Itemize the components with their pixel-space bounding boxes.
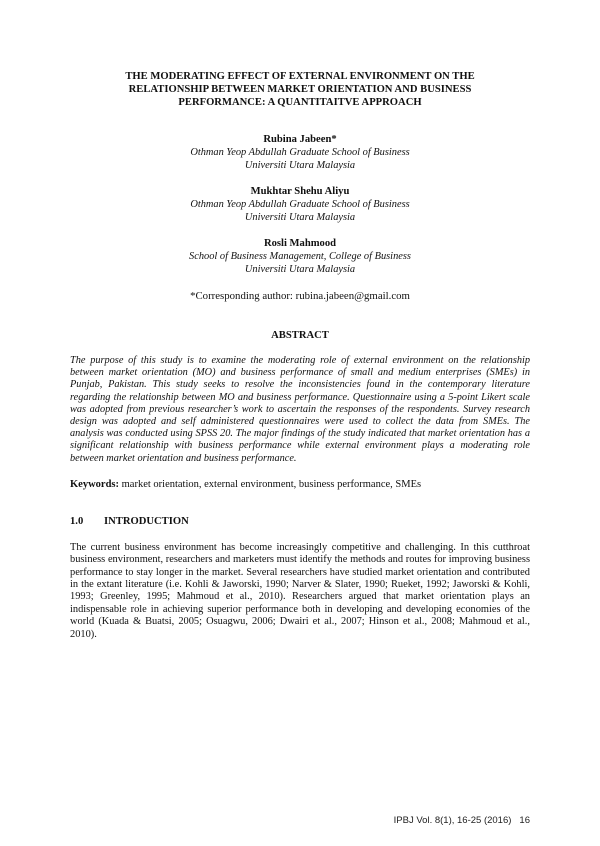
section-heading-introduction (70, 515, 530, 528)
author-university: Universiti Utara Malaysia (244, 160, 356, 171)
paper-page (0, 70, 600, 846)
author-block-1 (70, 133, 530, 172)
author-university: Universiti Utara Malaysia (244, 212, 356, 223)
author-name: Rubina Jabeen* (263, 134, 337, 145)
author-affiliation: School of Business Management, College of Business (189, 251, 411, 262)
keywords-label: Keywords: (70, 478, 119, 490)
corresponding-author: *Corresponding author: rubina.jabeen@gmail.com (190, 290, 410, 302)
page-number: 16 (519, 815, 530, 826)
introduction-text: The current business environment has become increasingly competitive and challenging. In this cutthroat business environment, researchers and marketers must identify the methods and routes for improving business performance to stay longer in the market. Several researchers have studied market orientation and contributed in the extant literature (i.e. Kohli & Jaworski, 1990; Narver & Slater, 1990; Rueket, 1992; Jaworski & Kohli, 1993; Greenley, 1995; Mahmoud et al., 2010). Researchers argued that market orientation plays an indispensable role in achieving superior performance both in developing and developing economies of the world (Kuada & Buatsi, 2005; Osuagwu, 2006; Dwairi et al., 2007; Hinson et al., 2008; Mahmoud et al., 2010). (70, 541, 530, 640)
author-affiliation: Othman Yeop Abdullah Graduate School of Business (190, 147, 410, 158)
keywords-text: market orientation, external environment, business performance, SMEs (119, 478, 422, 490)
section-title: INTRODUCTION (104, 515, 189, 527)
abstract-text: The purpose of this study is to examine the moderating role of external environment on the relationship between market orientation (MO) and business performance of small and medium enterprises (SMEs) in Punjab, Pakistan. This study seeks to resolve the inconsistencies found in the contemporary literature regarding the relationship between MO and business performance. Questionnaire using a 5-point Likert scale was adopted from previous researcher’s work to ascertain the responses of the respondents. Survey research design was adopted and self administered questionnaires were used to collect the data from SMEs. The analysis was conducted using SPSS 20. The major findings of the study indicated that market orientation has a significant relationship with business performance while external environment plays a moderating role between market orientation and business performance. (70, 355, 530, 464)
author-name: Rosli Mahmood (263, 238, 337, 249)
keywords (70, 478, 530, 491)
page-footer (394, 815, 530, 826)
author-university: Universiti Utara Malaysia (244, 264, 356, 275)
author-block-3 (70, 237, 530, 276)
paper-title: THE MODERATING EFFECT OF EXTERNAL ENVIRONMENT ON THE RELATIONSHIP BETWEEN MARKET ORIENTATION AND BUSINESS PERFORMANCE: A QUANTITAITVE APPROACH (125, 71, 475, 108)
author-name: Mukhtar Shehu Aliyu (250, 186, 350, 197)
abstract-heading: ABSTRACT (271, 330, 329, 341)
section-number: 1.0 (70, 515, 84, 527)
author-affiliation: Othman Yeop Abdullah Graduate School of Business (190, 199, 410, 210)
journal-citation: IPBJ Vol. 8(1), 16-25 (2016) (393, 815, 512, 826)
author-block-2 (70, 185, 530, 224)
